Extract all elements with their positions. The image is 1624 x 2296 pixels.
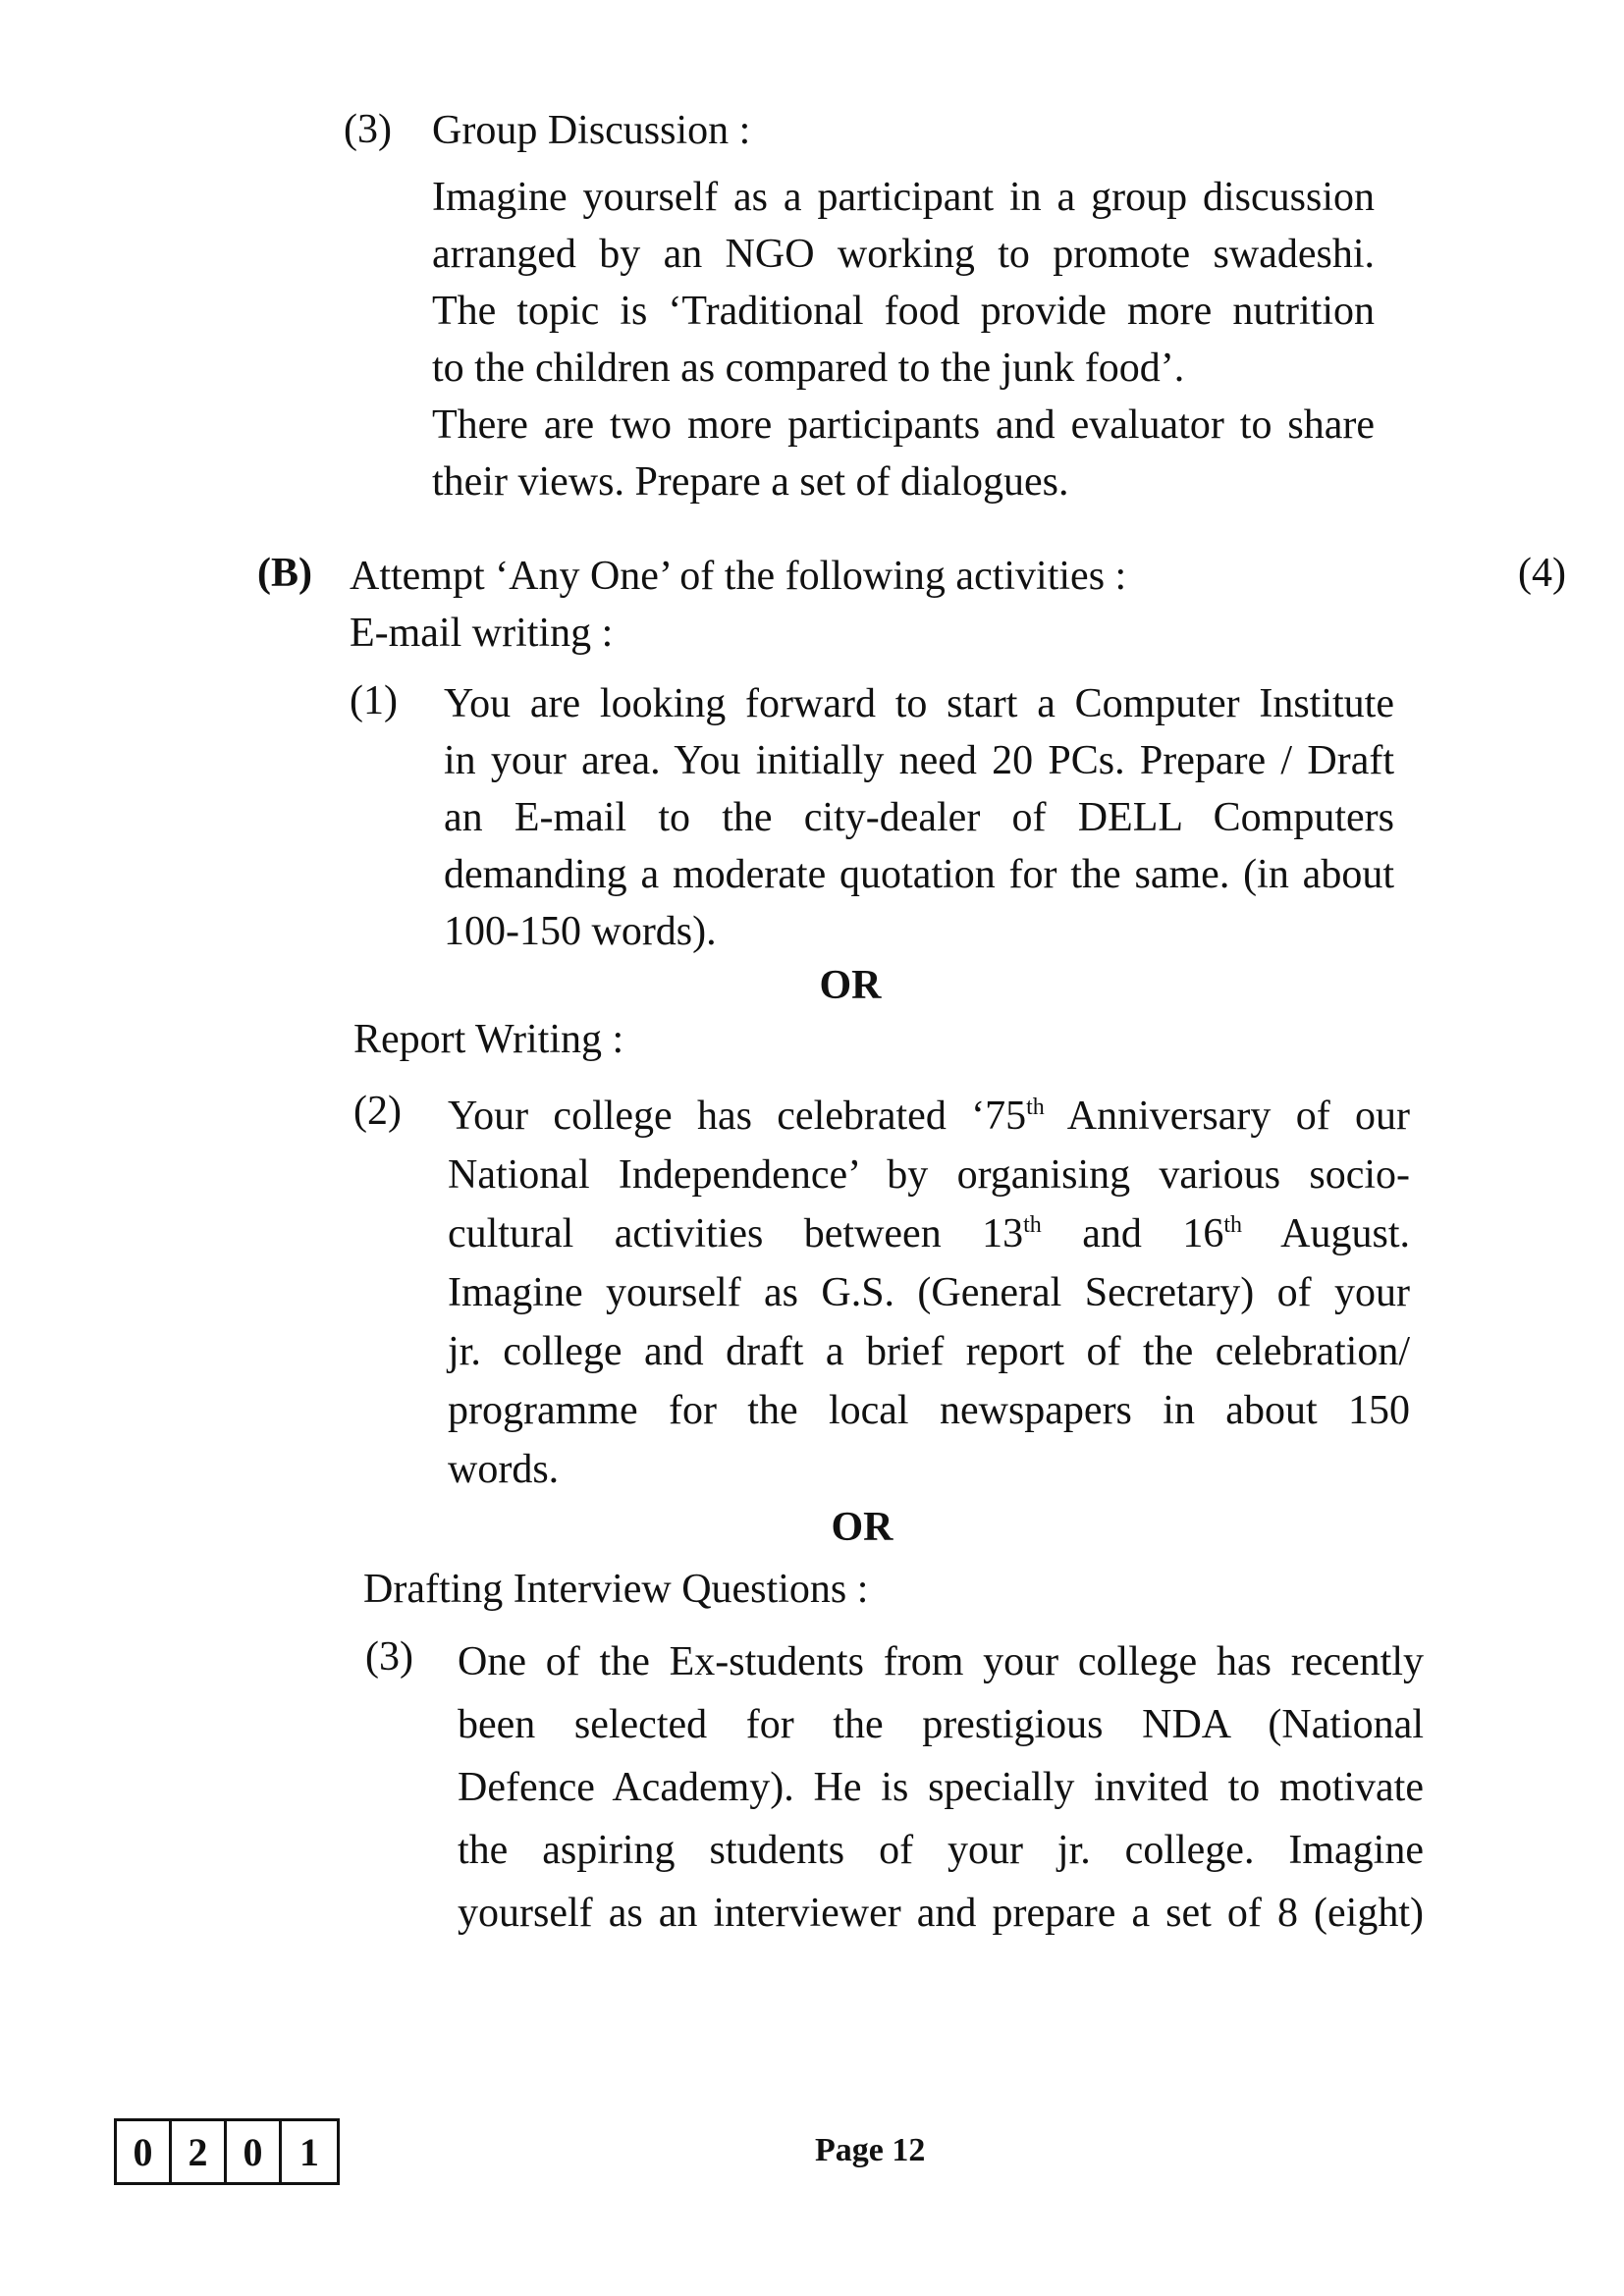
- interview-line: yourself as an interviewer and prepare a set of 8 (eight): [458, 1891, 1424, 1936]
- email-heading: E-mail writing :: [350, 611, 614, 656]
- report-body: [448, 1088, 1410, 1500]
- gd-line: to the children as compared to the junk food’.: [432, 346, 1185, 391]
- interview-number: (3): [365, 1634, 413, 1680]
- interview-line: been selected for the prestigious NDA (National: [458, 1702, 1424, 1747]
- report-line: National Independence’ by organising various socio-: [448, 1152, 1410, 1198]
- report-line: [448, 1205, 1410, 1262]
- superscript: th: [1023, 1212, 1042, 1238]
- paper-code-box: [114, 2118, 340, 2185]
- paper-code-digit: 1: [299, 2129, 319, 2174]
- gd-line: The topic is ‘Traditional food provide more nutrition: [432, 289, 1375, 334]
- section-b-marks: (4): [1518, 551, 1566, 596]
- gd-line: their views. Prepare a set of dialogues.: [432, 459, 1069, 505]
- gd-body: [432, 169, 1375, 522]
- email-line: You are looking forward to start a Computer Institute: [444, 681, 1394, 726]
- gd-line: arranged by an NGO working to promote swadeshi.: [432, 232, 1375, 277]
- email-line: an E-mail to the city-dealer of DELL Computers: [444, 795, 1394, 840]
- paper-code-digit: 0: [117, 2121, 172, 2182]
- or-divider: OR: [819, 963, 882, 1008]
- email-line: demanding a moderate quotation for the same. (in about: [444, 852, 1394, 897]
- report-text: Your college has celebrated ‘75: [448, 1094, 1027, 1139]
- email-line: in your area. You initially need 20 PCs. Prepare / Draft: [444, 738, 1394, 783]
- report-line: words.: [448, 1447, 560, 1492]
- superscript: th: [1223, 1212, 1243, 1238]
- report-text: August.: [1242, 1211, 1410, 1256]
- interview-heading: Drafting Interview Questions :: [363, 1567, 869, 1612]
- paper-code-digit: 2: [172, 2121, 227, 2182]
- or-divider: OR: [831, 1505, 893, 1550]
- interview-line: One of the Ex-students from your college has recently: [458, 1639, 1424, 1684]
- page-number: Page 12: [815, 2132, 926, 2168]
- interview-body: [458, 1633, 1424, 1957]
- report-line: [448, 1088, 1410, 1145]
- email-number: (1): [350, 678, 398, 723]
- report-line: Imagine yourself as G.S. (General Secretary) of your: [448, 1270, 1410, 1315]
- gd-line: There are two more participants and evaluator to share: [432, 402, 1375, 448]
- email-line: 100-150 words).: [444, 909, 717, 954]
- report-heading: Report Writing :: [353, 1017, 624, 1062]
- interview-line: Defence Academy). He is specially invited to motivate: [458, 1765, 1424, 1810]
- interview-line: the aspiring students of your jr. college. Imagine: [458, 1828, 1424, 1873]
- gd-line: Imagine yourself as a participant in a group discussion: [432, 175, 1375, 220]
- report-line: jr. college and draft a brief report of the celebration/: [448, 1329, 1410, 1374]
- paper-code-digit: 0: [227, 2121, 282, 2182]
- superscript: th: [1026, 1095, 1045, 1120]
- report-number: (2): [353, 1089, 402, 1134]
- report-text: cultural activities between 13: [448, 1211, 1024, 1256]
- report-line: programme for the local newspapers in about 150: [448, 1388, 1410, 1433]
- gd-heading: Group Discussion :: [432, 108, 751, 153]
- gd-number: (3): [344, 107, 392, 152]
- section-b-instruction: Attempt ‘Any One’ of the following activities :: [350, 554, 1127, 599]
- report-text: and 16: [1041, 1211, 1224, 1256]
- report-text: Anniversary of our: [1044, 1094, 1410, 1139]
- section-b-label: (B): [257, 551, 312, 596]
- email-body: [444, 675, 1394, 970]
